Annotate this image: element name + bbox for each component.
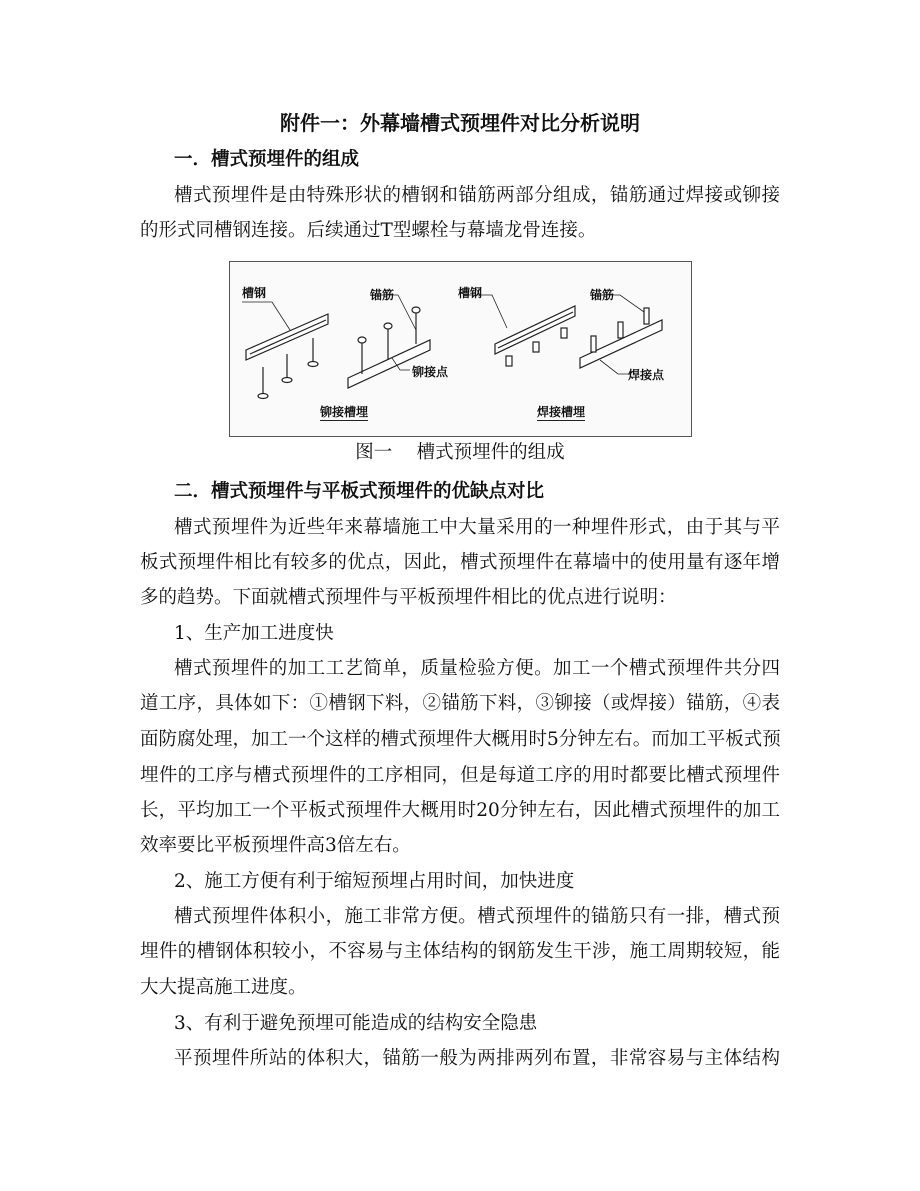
paragraph-line: 大大提高施工进度。 (140, 977, 307, 998)
label-anchor-right: 锚筋 (590, 288, 615, 302)
paragraph-line: 的形式同槽钢连接。后续通过T型螺栓与幕墙龙骨连接。 (140, 220, 597, 241)
paragraph-line: 埋件的工序与槽式预埋件的工序相同，但是每道工序的用时都要比槽式预埋件 (140, 765, 780, 786)
label-anchor-left: 锚筋 (370, 288, 395, 302)
page-title: 附件一：外幕墙槽式预埋件对比分析说明 (280, 111, 640, 135)
paragraph-line: 多的趋势。下面就槽式预埋件与平板预埋件相比的优点进行说明： (140, 587, 677, 608)
paragraph-line: 道工序，具体如下：①槽钢下料，②锚筋下料，③铆接（或焊接）锚筋，④表 (140, 693, 780, 714)
paragraph-line: 槽式预埋件体积小，施工非常方便。槽式预埋件的锚筋只有一排，槽式预 (174, 906, 780, 927)
label-rivet-title: 铆接槽埋 (320, 405, 369, 419)
paragraph-line: 面防腐处理，加工一个这样的槽式预埋件大概用时5分钟左右。而加工平板式预 (140, 729, 781, 750)
section-heading: 一．槽式预埋件的组成 (174, 149, 360, 170)
paragraph-line: 槽式预埋件的加工工艺简单，质量检验方便。加工一个槽式预埋件共分四 (174, 658, 780, 679)
figure-caption: 图一 槽式预埋件的组成 (355, 442, 565, 463)
label-rivet-point: 铆接点 (412, 365, 449, 379)
paragraph-line: 长，平均加工一个平板式预埋件大概用时20分钟左右，因此槽式预埋件的加工 (140, 800, 780, 821)
label-weld-point: 焊接点 (628, 368, 665, 382)
paragraph-line: 平预埋件所站的体积大，锚筋一般为两排两列布置，非常容易与主体结构 (174, 1048, 780, 1069)
item-heading: 2、施工方便有利于缩短预埋占用时间，加快进度 (174, 871, 575, 892)
paragraph-line: 效率要比平板预埋件高3倍左右。 (140, 835, 411, 856)
paragraph-line: 板式预埋件相比有较多的优点，因此，槽式预埋件在幕墙中的使用量有逐年增 (140, 552, 780, 573)
paragraph-line: 槽式预埋件为近些年来幕墙施工中大量采用的一种埋件形式，由于其与平 (174, 517, 780, 538)
paragraph-line: 槽式预埋件是由特殊形状的槽钢和锚筋两部分组成，锚筋通过焊接或铆接 (174, 185, 780, 206)
paragraph-line: 埋件的槽钢体积较小，不容易与主体结构的钢筋发生干涉，施工周期较短，能 (140, 941, 780, 962)
item-heading: 3、有利于避免预埋可能造成的结构安全隐患 (174, 1013, 538, 1034)
section-heading: 二．槽式预埋件与平板式预埋件的优缺点对比 (174, 481, 545, 502)
item-heading: 1、生产加工进度快 (174, 623, 334, 644)
label-channel-right: 槽钢 (458, 286, 483, 300)
label-weld-title: 焊接槽埋 (537, 405, 586, 419)
label-channel-left: 槽钢 (242, 286, 267, 300)
figure-embedded-parts (229, 261, 692, 437)
